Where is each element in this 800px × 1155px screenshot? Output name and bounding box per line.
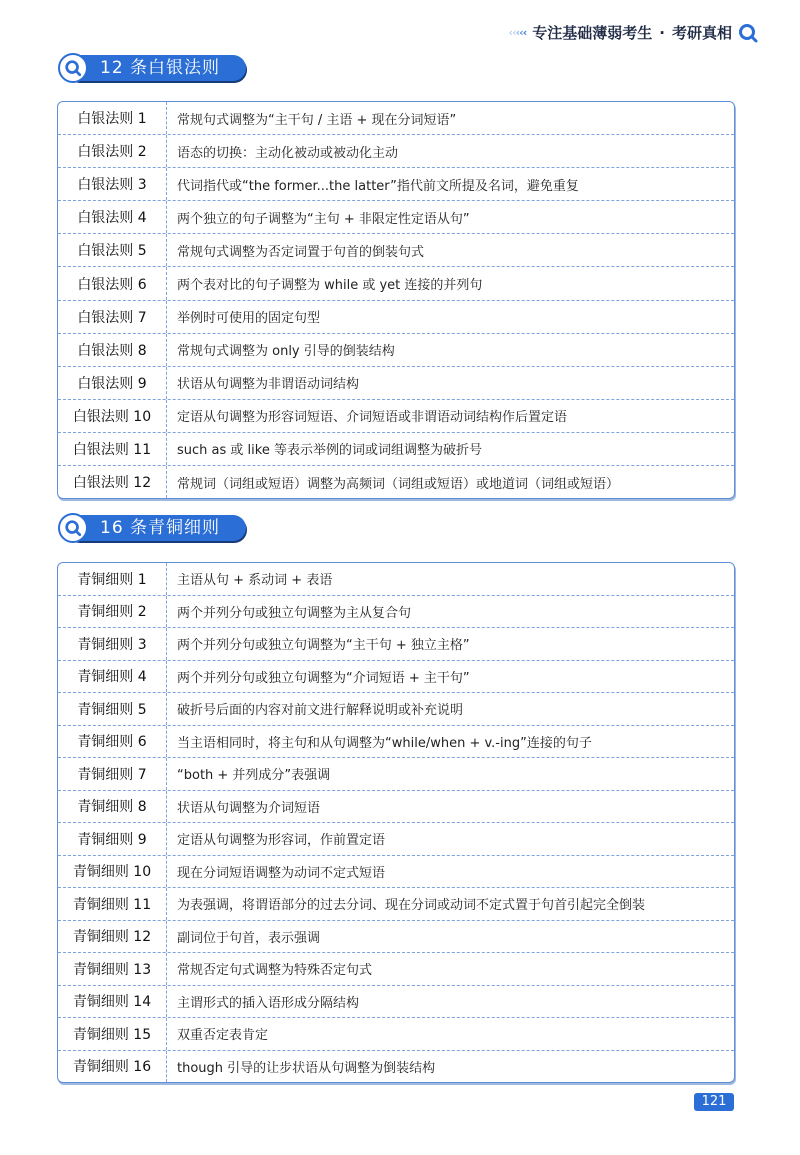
rule-label: 白银法则 1 — [58, 102, 167, 134]
rule-label: 青铜细则 3 — [58, 628, 167, 660]
rule-label: 青铜细则 11 — [58, 888, 167, 920]
bronze-rules-table — [57, 562, 735, 1083]
section-title-label: 12 条白银法则 — [66, 55, 246, 81]
magnifier-icon — [58, 53, 88, 83]
rule-label: 青铜细则 1 — [58, 563, 167, 595]
header-text-2: 考研真相 — [671, 24, 732, 42]
header-text-1: 专注基础薄弱考生 — [532, 24, 653, 42]
rule-label: 白银法则 8 — [58, 334, 167, 366]
table-row — [58, 433, 734, 466]
rule-text: “both + 并列成分”表强调 — [177, 768, 331, 784]
table-row — [58, 856, 734, 889]
rule-label: 青铜细则 15 — [58, 1018, 167, 1050]
rule-text: 破折号后面的内容对前文进行解释说明或补充说明 — [177, 703, 464, 719]
rule-text: 常规词（词组或短语）调整为高频词（词组或短语）或地道词（词组或短语） — [177, 476, 620, 492]
magnifier-icon — [58, 513, 88, 543]
rule-text: 双重否定表肯定 — [177, 1028, 269, 1044]
rule-text: though 引导的让步状语从句调整为倒装结构 — [177, 1060, 436, 1076]
table-row — [58, 367, 734, 400]
magnifier-icon — [738, 23, 758, 43]
running-header — [509, 22, 758, 43]
rule-label: 白银法则 5 — [58, 234, 167, 266]
table-row — [58, 758, 734, 791]
rule-text: 主语从句 + 系动词 + 表语 — [177, 573, 333, 589]
table-row — [58, 693, 734, 726]
rule-text: 两个独立的句子调整为“主句 + 非限定性定语从句” — [177, 211, 470, 227]
table-row — [58, 986, 734, 1019]
rule-label: 青铜细则 2 — [58, 596, 167, 628]
rule-label: 青铜细则 16 — [58, 1051, 167, 1083]
rule-text: 两个并列分句或独立句调整为主从复合句 — [177, 605, 412, 621]
rule-label: 白银法则 10 — [58, 400, 167, 432]
rule-text: 定语从句调整为形容词短语、介词短语或非谓语动词结构作后置定语 — [177, 410, 568, 426]
table-row — [58, 466, 734, 498]
rule-label: 青铜细则 8 — [58, 791, 167, 823]
table-row — [58, 334, 734, 367]
rule-label: 青铜细则 12 — [58, 921, 167, 953]
rule-text: 常规否定句式调整为特殊否定句式 — [177, 963, 373, 979]
table-row — [58, 596, 734, 629]
rule-label: 白银法则 9 — [58, 367, 167, 399]
section-title-bronze — [58, 513, 246, 543]
rule-text: 状语从句调整为介词短语 — [177, 800, 321, 816]
rule-text: 主谓形式的插入语形成分隔结构 — [177, 995, 360, 1011]
table-row — [58, 726, 734, 759]
table-row — [58, 628, 734, 661]
table-row — [58, 661, 734, 694]
table-row — [58, 563, 734, 596]
rule-text: 代词指代或“the former...the latter”指代前文所提及名词，避免重复 — [177, 178, 579, 194]
table-row — [58, 135, 734, 168]
table-row — [58, 168, 734, 201]
rule-text: 两个并列分句或独立句调整为“主干句 + 独立主格” — [177, 638, 470, 654]
rule-text: 常规句式调整为否定词置于句首的倒装句式 — [177, 244, 425, 260]
table-row — [58, 201, 734, 234]
table-row — [58, 791, 734, 824]
rule-label: 白银法则 7 — [58, 301, 167, 333]
table-row — [58, 234, 734, 267]
rule-text: 常规句式调整为 only 引导的倒装结构 — [177, 344, 395, 360]
rule-label: 青铜细则 13 — [58, 953, 167, 985]
table-row — [58, 267, 734, 300]
rule-text: 定语从句调整为形容词，作前置定语 — [177, 833, 386, 849]
page-number: 121 — [694, 1093, 734, 1111]
rule-label: 青铜细则 14 — [58, 986, 167, 1018]
table-row — [58, 1051, 734, 1083]
section-title-label: 16 条青铜细则 — [66, 515, 246, 541]
rule-label: 白银法则 4 — [58, 201, 167, 233]
rule-label: 青铜细则 9 — [58, 823, 167, 855]
rule-text: 为表强调，将谓语部分的过去分词、现在分词或动词不定式置于句首引起完全倒装 — [177, 898, 646, 914]
rule-text: 两个并列分句或独立句调整为“介词短语 + 主干句” — [177, 670, 470, 686]
rule-text: 当主语相同时，将主句和从句调整为“while/when + v.-ing”连接的句子 — [177, 735, 592, 751]
rule-label: 青铜细则 6 — [58, 726, 167, 758]
rule-text: 举例时可使用的固定句型 — [177, 311, 321, 327]
table-row — [58, 1018, 734, 1051]
table-row — [58, 301, 734, 334]
rule-label: 白银法则 11 — [58, 433, 167, 465]
rule-text: such as 或 like 等表示举例的词或词组调整为破折号 — [177, 443, 482, 459]
rule-text: 语态的切换：主动化被动或被动化主动 — [177, 145, 399, 161]
table-row — [58, 102, 734, 135]
rule-label: 青铜细则 4 — [58, 661, 167, 693]
table-row — [58, 888, 734, 921]
table-row — [58, 921, 734, 954]
silver-rules-table — [57, 101, 735, 499]
rule-label: 白银法则 3 — [58, 168, 167, 200]
table-row — [58, 823, 734, 856]
rule-label: 青铜细则 5 — [58, 693, 167, 725]
rule-label: 白银法则 2 — [58, 135, 167, 167]
rule-label: 青铜细则 7 — [58, 758, 167, 790]
rule-label: 白银法则 6 — [58, 267, 167, 299]
rule-label: 青铜细则 10 — [58, 856, 167, 888]
section-title-silver — [58, 53, 246, 83]
rule-label: 白银法则 12 — [58, 466, 167, 498]
rule-text: 常规句式调整为“主干句 / 主语 + 现在分词短语” — [177, 112, 457, 128]
table-row — [58, 400, 734, 433]
header-separator: · — [659, 23, 665, 42]
rule-text: 现在分词短语调整为动词不定式短语 — [177, 865, 386, 881]
rule-text: 两个表对比的句子调整为 while 或 yet 连接的并列句 — [177, 278, 483, 294]
rule-text: 副词位于句首，表示强调 — [177, 930, 321, 946]
arrows-icon: ‹‹‹‹‹ — [508, 26, 527, 39]
rule-text: 状语从句调整为非谓语动词结构 — [177, 377, 360, 393]
table-row — [58, 953, 734, 986]
